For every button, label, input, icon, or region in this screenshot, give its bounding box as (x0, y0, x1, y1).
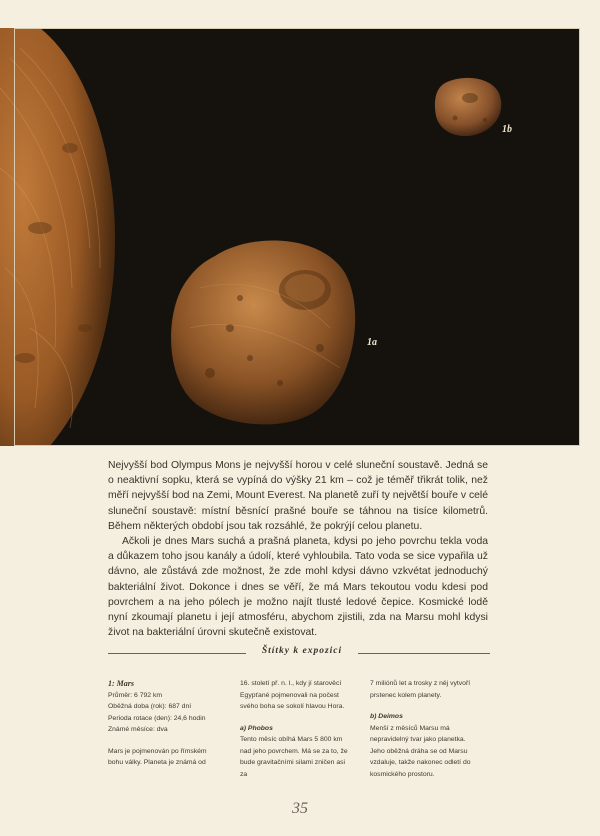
label-1b: 1b (502, 124, 512, 135)
mars-heading: 1: Mars (108, 679, 135, 688)
mars-rotation: Perioda rotace (den): 24,6 hodin (108, 714, 206, 722)
mars-planet (0, 28, 115, 446)
paragraph-1: Nejvyšší bod Olympus Mons je nejvyšší horou v celé sluneční soustavě. Jedná se o neaktivní sopku, která se vypíná do výšky 21 km – což je téměř třikrát tolik, než měří nejvyšší bod na Zemi, Mount Everest. Na planetě zuří ty největší bouře v celé sluneční soustavě: místní běsnící prašné bouře se táhnou na tisíce kilometrů. Během některých období jsou tak rozsáhlé, že pokrýjí celou planetu. (108, 460, 489, 532)
deimos-description: Menší z měsíců Marsu má nepravidelný tvar jako planetka. Jeho oběžná dráha se od Marsu vzdaluje, takže nakonec odletí do kosmického prostoru. (370, 724, 471, 778)
section-rule-left (108, 653, 246, 654)
label-1a: 1a (367, 337, 377, 348)
mars-description-cont: 16. století př. n. l., kdy jí starověcí Egypťané pojmenovali na počest svého boha se sokolí hlavou Hora. (240, 680, 345, 710)
deimos-heading: b) Deimos (370, 713, 403, 720)
page-number: 35 (292, 800, 308, 817)
phobos-moon (171, 240, 355, 424)
label-column-3 (370, 678, 478, 780)
label-column-1 (108, 678, 216, 769)
label-column-2 (240, 678, 348, 780)
mars-orbit: Oběžná doba (rok): 687 dní (108, 703, 192, 710)
section-title: Štítky k expozici (261, 646, 343, 656)
mars-diameter: Průměr: 6 792 km (108, 691, 163, 699)
phobos-description: Tento měsíc obíhá Mars 5 800 km nad jeho povrchem. Má se za to, že bude gravitačními silami zničen asi za (240, 736, 348, 778)
deimos-moon (435, 78, 501, 136)
mars-description: Mars je pojmenován po římském bohu války. Planeta je známá od (108, 747, 207, 766)
mars-moons: Známé měsíce: dva (108, 726, 168, 733)
phobos-heading: a) Phobos (240, 724, 273, 732)
body-text (108, 458, 488, 640)
mars-moons-illustration (0, 28, 580, 446)
paragraph-2: Ačkoli je dnes Mars suchá a prašná planeta, kdysi po jeho povrchu tekla voda a důkazem toho jsou kanály a údolí, které vyhloubila. Tato voda se sice vypařila už dávno, ale zůstává zde možnost, že zde mohl kdysi dávno vzkvétat jednoduchý bakteriální život. Dokonce i dnes se věří, že má Mars tekoutou vodu kdesi pod povrchem a na jeho pólech je možno najít tlusté ledové čepice. Kosmické lodě nyní zkoumají planetu i její atmosféru, abychom zjistili, zda na Marsu mohl kdysi život na bakteriální úrovni skutečně existovat. (108, 536, 488, 639)
phobos-description-cont: 7 miliónů let a trosky z něj vytvoří prstenec kolem planety. (370, 680, 471, 699)
illustration-plate (0, 28, 580, 446)
section-rule-right (358, 653, 490, 654)
